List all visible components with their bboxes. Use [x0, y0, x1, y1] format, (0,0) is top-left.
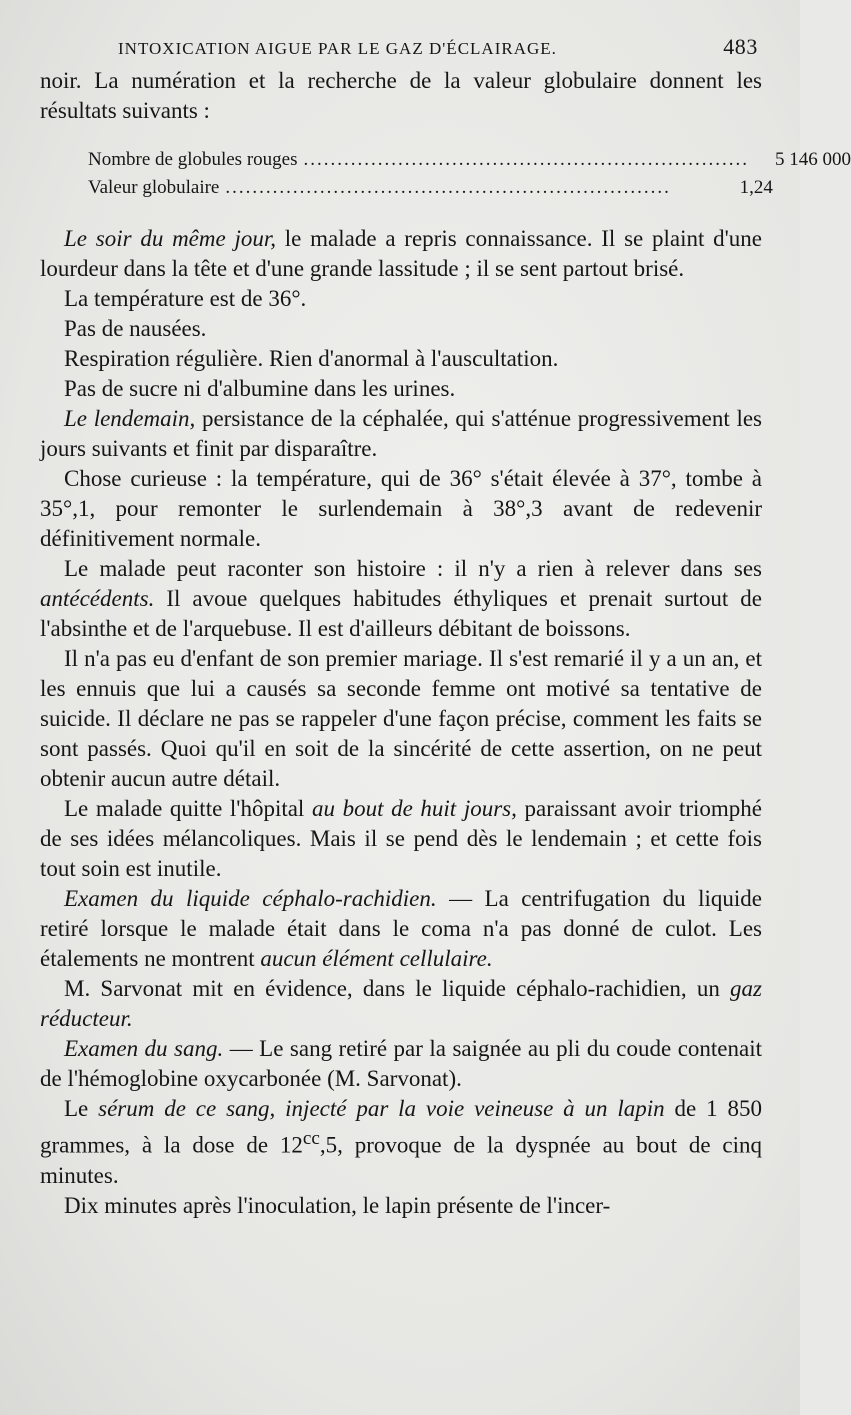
italic-phrase: au bout de huit jours,	[311, 796, 517, 821]
paragraph: Examen du sang. — Le sang retiré par la saignée au pli du coude contenait de l'hémoglobine oxycarbonée (M. Sarvonat).	[40, 1036, 762, 1091]
paragraph: Le malade quitte l'hôpital au bout de huit jours, paraissant avoir triomphé de ses idées mélancoliques. Mais il se pend dès le lendemain ; et cette fois tout soin est inutile.	[40, 796, 763, 881]
leader-dots: ..................................................................	[303, 149, 749, 170]
italic-phrase: gaz réducteur.	[40, 976, 762, 1031]
leader-dots: ..................................................................	[225, 177, 671, 198]
section-heading: Examen du liquide céphalo-rachidien.	[64, 886, 437, 911]
italic-phrase: aucun élément cellulaire.	[260, 946, 493, 971]
page-number: 483	[723, 34, 758, 59]
paragraph: Chose curieuse : la température, qui de 36° s'était élevée à 37°, tombe à 35°,1, pour remonter le surlendemain à 38°,3 avant de redevenir définitivement normale.	[40, 466, 762, 551]
paragraph: Respiration régulière. Rien d'anormal à l'auscultation.	[64, 346, 559, 371]
table-row	[88, 174, 773, 202]
section-heading: Examen du sang.	[64, 1036, 224, 1061]
paragraph: Pas de nausées.	[64, 316, 207, 341]
table-row	[88, 146, 851, 174]
paragraph: Le malade peut raconter son histoire : il n'y a rien à relever dans ses antécédents. Il avoue quelques habitudes éthyliques et prenait surtout de l'absinthe et de l'arquebuse. Il est d'ailleurs débitant de boissons.	[40, 556, 762, 641]
paragraph: M. Sarvonat mit en évidence, dans le liquide céphalo-rachidien, un gaz réducteur.	[40, 976, 762, 1031]
italic-phrase: Le soir du même jour,	[64, 226, 277, 251]
italic-phrase: sérum de ce sang, injecté par la voie veineuse à un lapin	[98, 1096, 665, 1121]
results-table	[88, 146, 851, 202]
paragraph: Le sérum de ce sang, injecté par la voie veineuse à un lapin de 1 850 grammes, à la dose de $12^{cc},5$, provoque de la dyspnée au bout de cinq minutes.	[40, 1096, 762, 1188]
row-value: 1,24	[739, 177, 773, 198]
running-head	[40, 34, 762, 60]
paragraph: La température est de 36°.	[64, 286, 307, 311]
paragraph: Le soir du même jour, le malade a repris connaissance. Il se plaint d'une lourdeur dans la tête et d'une grande lassitude ; il se sent partout brisé.	[40, 226, 762, 281]
italic-phrase: Le lendemain,	[64, 406, 196, 431]
paragraph: Dix minutes après l'inoculation, le lapin présente de l'incer-	[64, 1192, 611, 1218]
italic-phrase: antécédents.	[40, 586, 155, 611]
running-title: INTOXICATION AIGUE PAR LE GAZ D'ÉCLAIRAGE.	[118, 39, 557, 58]
paragraph: Pas de sucre ni d'albumine dans les urines.	[64, 376, 456, 401]
paragraph: Il n'a pas eu d'enfant de son premier mariage. Il s'est remarié il y a un an, et les ennuis que lui a causés sa seconde femme ont motivé sa tentative de suicide. Il déclare ne pas se rappeler d'une façon précise, comment les faits se sont passés. Quoi qu'il en soit de la sincérité de cette assertion, on ne peut obtenir aucun autre détail.	[40, 646, 762, 791]
paragraph: Examen du liquide céphalo-rachidien. — La centrifugation du liquide retiré lorsque le malade était dans le coma n'a pas donné de culot. Les étalements ne montrent aucun élément cellulaire.	[40, 886, 762, 971]
intro-paragraph: noir. La numération et la recherche de la valeur globulaire donnent les résultats suivants :	[40, 68, 762, 123]
row-label: Nombre de globules rouges	[88, 149, 298, 170]
row-value: 5 146 000	[774, 149, 851, 170]
unit-superscript: cc	[302, 1128, 320, 1149]
row-label: Valeur globulaire	[88, 177, 220, 198]
paragraph: Le lendemain, persistance de la céphalée, qui s'atténue progressivement les jours suivants et finit par disparaître.	[40, 406, 762, 461]
